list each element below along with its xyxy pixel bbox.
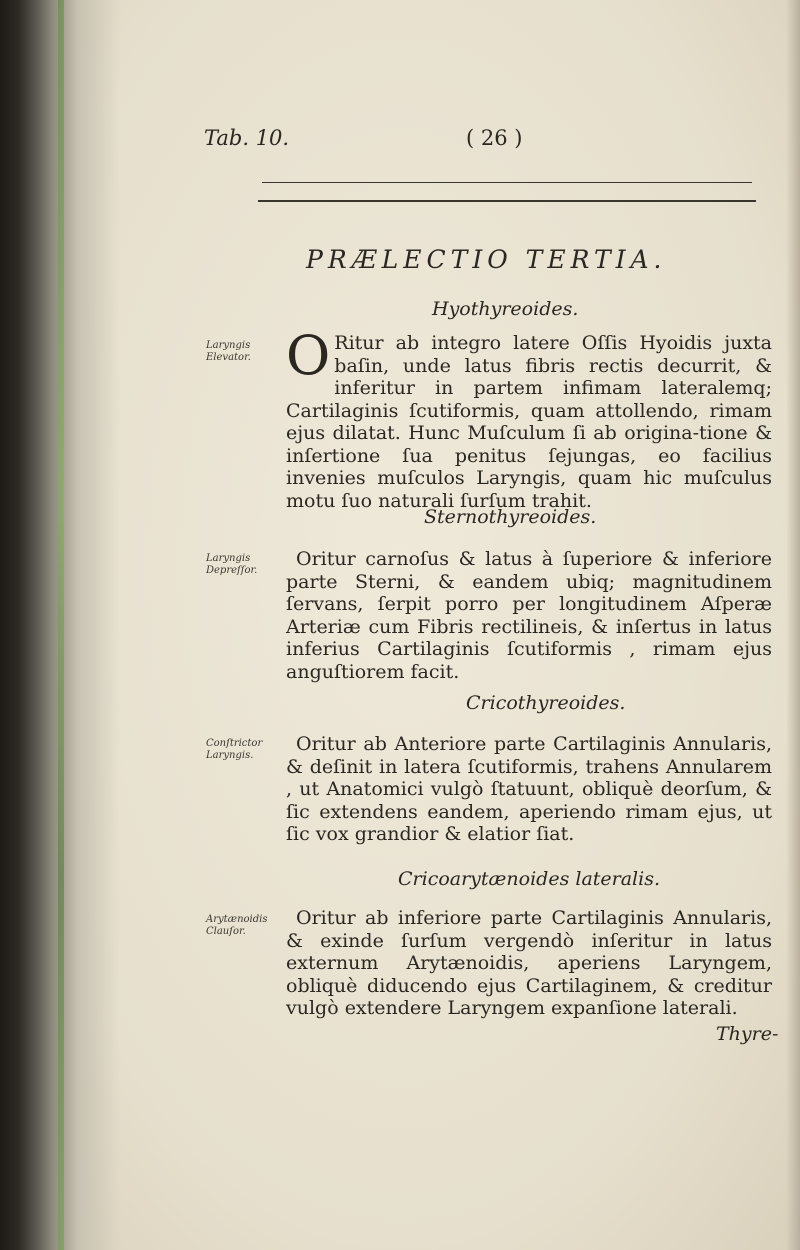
margin-note: Laryngis Depreſſor. [206,553,258,576]
plate-reference: Tab. 10. [204,126,290,150]
paragraph-text: Oritur ab Anteriore parte Cartilaginis Annularis, & deſinit in latera ſcutiformis, trahens Annularem , ut Anatomici vulgò ſtatuunt, obliquè deorſum, & ſic extendens eandem, aperiendo rimam ejus, ut ſic vox grandior & elatior ſiat. [286,733,772,845]
section-paragraph [286,907,772,1020]
header-rule-thin [262,182,752,183]
binding-edge-stripe [58,0,64,1250]
section-heading: Cricothyreoides. [466,692,626,714]
paragraph-text: Oritur carnoſus & latus à ſuperiore & inferiore parte Sterni, & eandem ubiq; magnitudinem ſervans, ſerpit porro per longitudinem Aſperæ Arteriæ cum Fibris rectilineis, & inſertus in latus inferius Cartilaginis ſcutiformis , rimam ejus anguſtiorem facit. [286,548,772,683]
section-paragraph [286,324,772,512]
section-heading: Hyothyreoides. [432,298,579,320]
page-edge-shadow [786,0,800,1250]
drop-capital: O [286,324,331,387]
section-heading: Sternothyreoides. [424,506,597,528]
page-title: PRÆLECTIO TERTIA. [306,245,667,274]
page-number: ( 26 ) [466,126,523,150]
section-heading: Cricoarytænoides lateralis. [398,868,661,890]
section-paragraph [286,548,772,683]
catchword: Thyre- [716,1023,779,1045]
paragraph-text: Oritur ab inferiore parte Cartilaginis Annularis, & exinde ſurſum vergendò inſeritur in latus externum Arytænoidis, aperiens Laryngem, obliquè diducendo ejus Cartilaginem, & creditur vulgò extendere Laryngem expanſione laterali. [286,907,772,1019]
margin-note: Laryngis Elevator. [206,340,251,363]
paragraph-text: Ritur ab integro latere Oſſis Hyoidis juxta baſin, unde latus fibris rectis decurrit, & inferitur in partem infimam lateralemq; Cartilaginis ſcutiformis, quam attollendo, rimam ejus dilatat. Hunc Muſculum ſi ab origina-tione & inſertione ſua penitus ſejungas, eo facilius invenies muſculos Laryngis, quam hic muſculus motu ſuo naturali ſurſum trahit. [286,332,772,512]
header-rule-thick [258,200,756,202]
margin-note: Conſtrictor Laryngis. [206,738,263,761]
margin-note: Arytænoidis Clauſor. [206,914,268,937]
section-paragraph [286,733,772,846]
